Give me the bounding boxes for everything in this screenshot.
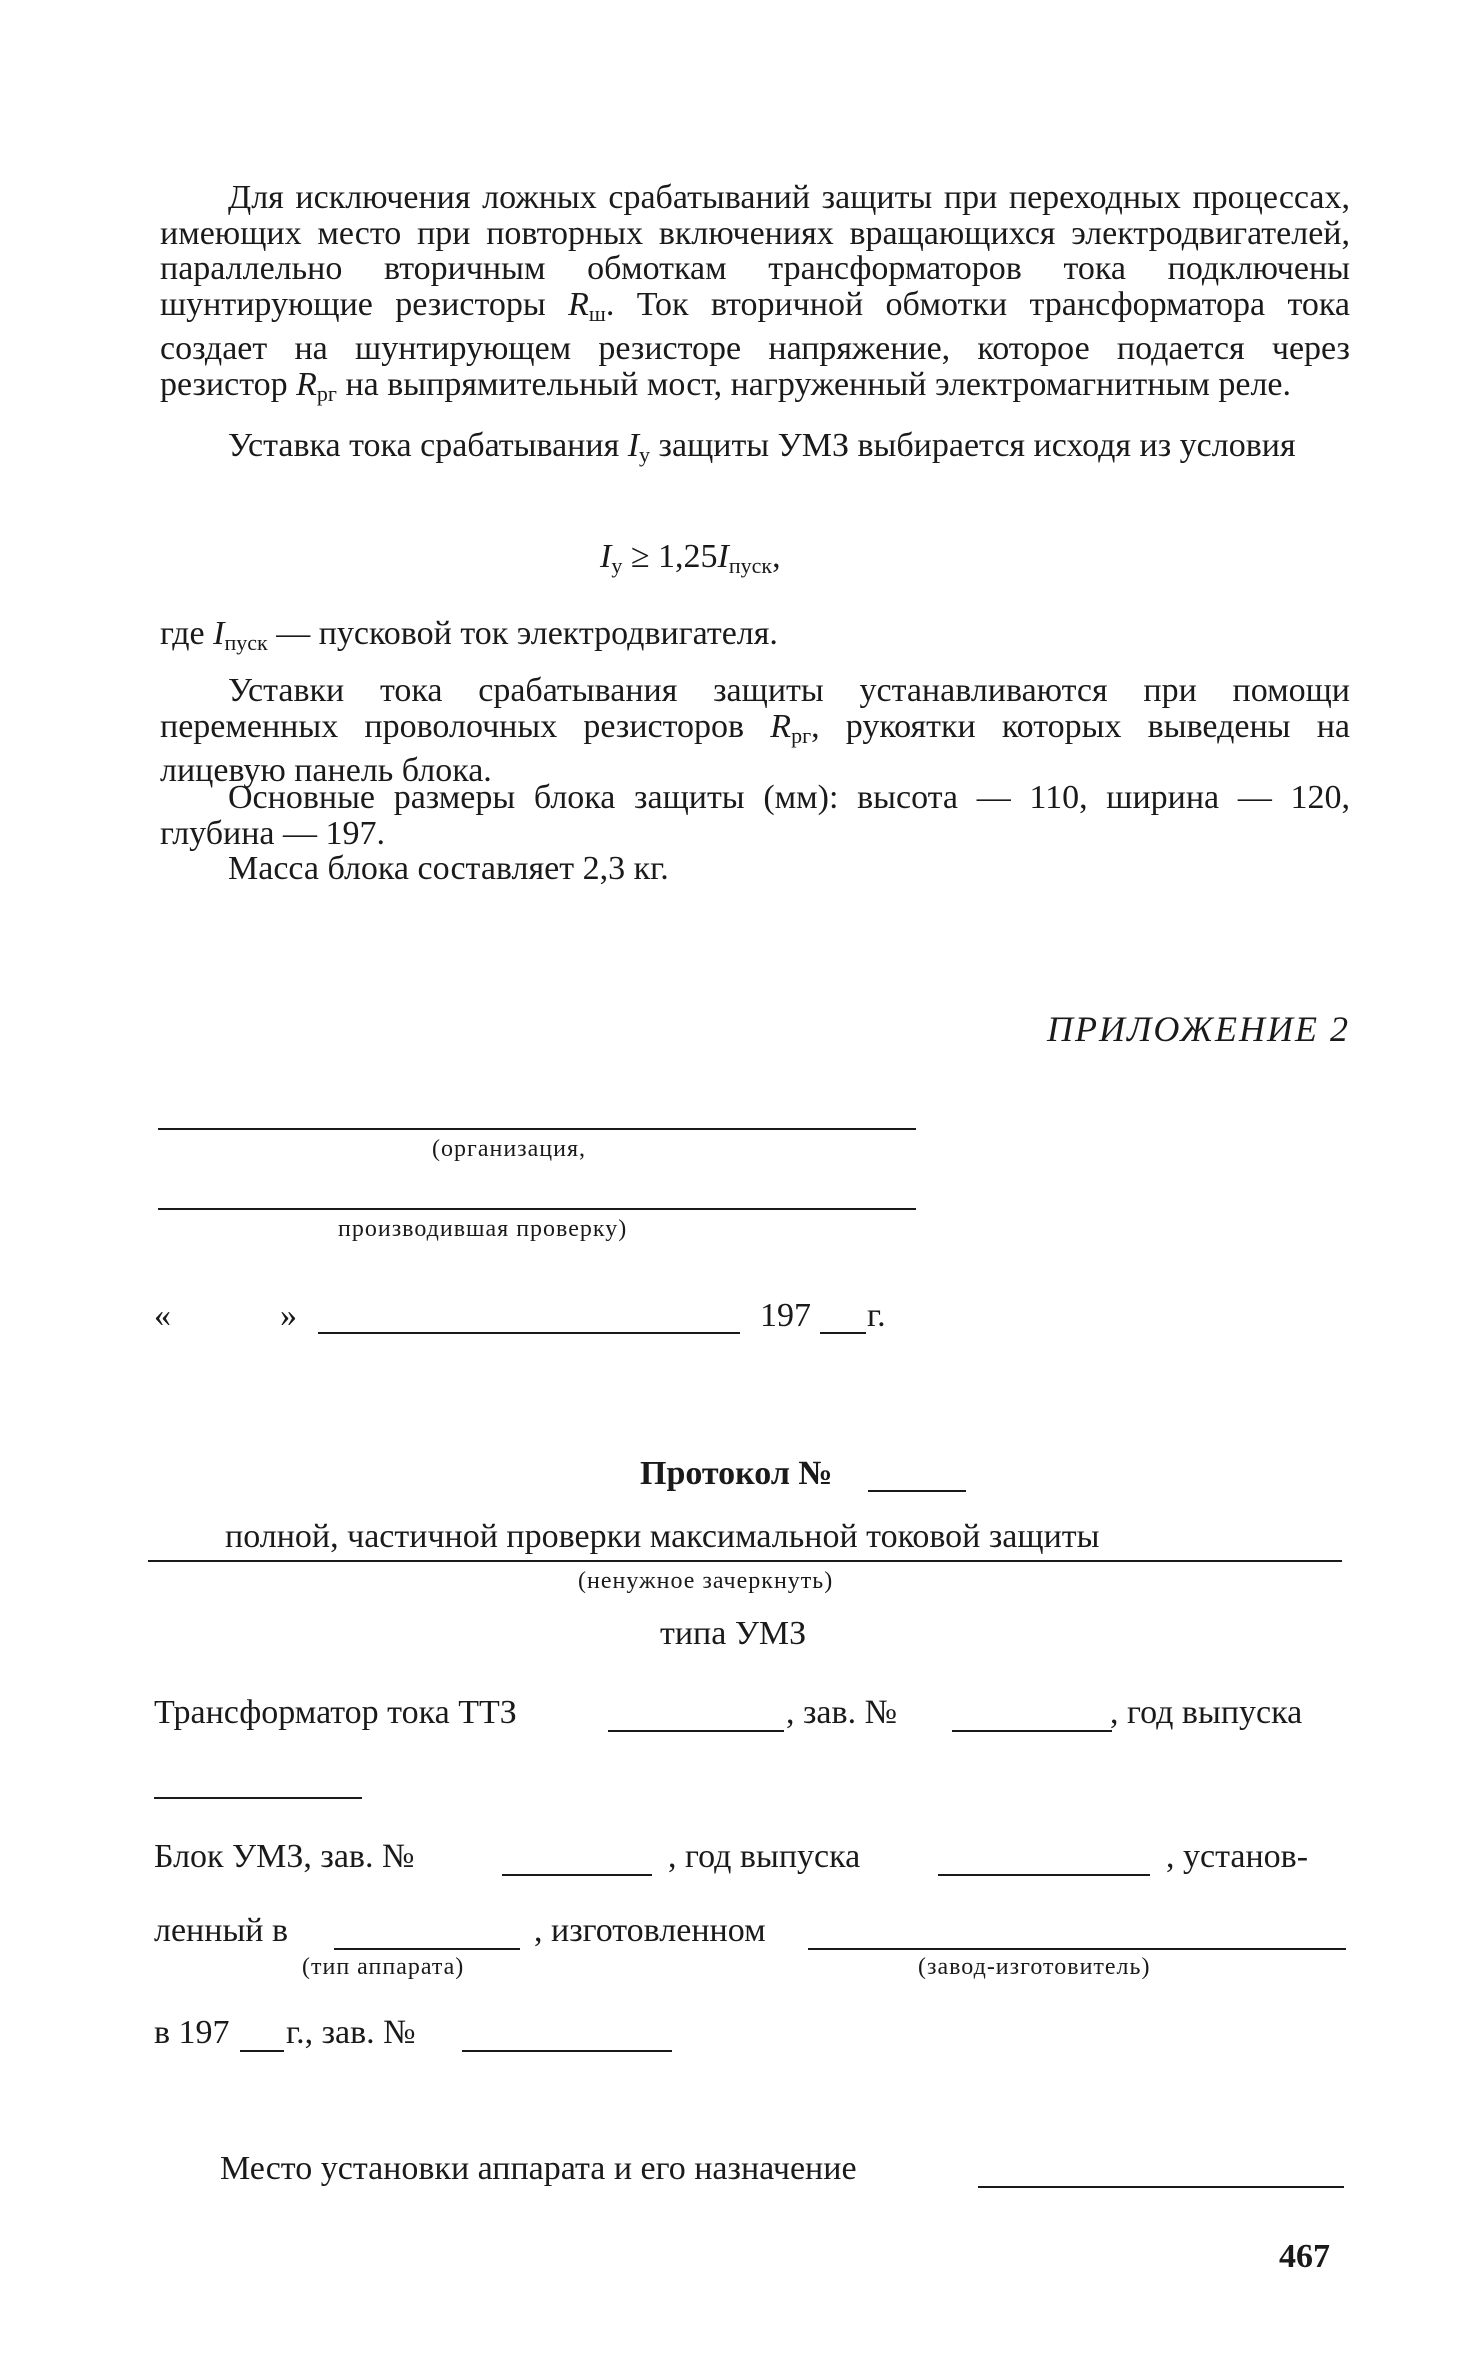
protocol-subtitle: полной, частичной проверки максимальной токовой защиты [225, 1518, 1100, 1555]
installed-in-label: ленный в [154, 1912, 289, 1949]
formula-symbol: I [717, 538, 729, 575]
caption-plant: (завод-изготовитель) [918, 1954, 1151, 1980]
paragraph-where [160, 616, 1350, 661]
protocol-title: Протокол № [640, 1455, 833, 1492]
paragraph-setpoint-adjust [160, 673, 1350, 789]
paragraph-dimensions: Основные размеры блока защиты (мм): высота — 110, ширина — 120, глубина — 197. [160, 779, 1350, 852]
paragraph-text: — пусковой ток электродвигателя. [267, 615, 778, 652]
date-open-quote: « [154, 1297, 171, 1334]
paragraph-text: защиты УМЗ выбирается исходя из условия [650, 427, 1296, 464]
formula [600, 538, 781, 579]
in-year-serial-label: г., зав. № [286, 2014, 416, 2051]
caption-organization: (организация, [432, 1136, 587, 1162]
block-label: Блок УМЗ, зав. № [154, 1838, 415, 1875]
blank-line-ct-serial [952, 1730, 1112, 1732]
paragraph-text: , рукоятки которых выведены на лицевую панель блока. [160, 707, 1350, 789]
symbol-r: R [296, 365, 317, 403]
symbol-r: R [568, 285, 589, 323]
blank-line-organization-2 [158, 1208, 916, 1210]
formula-symbol: I [600, 538, 612, 575]
page-number: 467 [1279, 2238, 1330, 2275]
caption-strike-note: (ненужное зачеркнуть) [578, 1568, 834, 1594]
paragraph-text: Для исключения ложных срабатываний защиты при переходных процессах, имеющих место при повторных включениях вращающихся электродвигателей, параллельно вторичным обмоткам трансформаторов тока подключены шунтирующие резисторы [160, 179, 1350, 323]
formula-punct: , [772, 538, 781, 575]
symbol-subscript: рг [316, 380, 337, 406]
symbol-i: I [627, 427, 640, 464]
blank-line-ct-type [608, 1730, 784, 1732]
symbol-r: R [770, 707, 792, 745]
paragraph-text: . Ток вторичной обмотки трансформатора тока создает на шунтирующем резисторе напряжение, которое подается через резистор [160, 285, 1350, 403]
blank-line-location [978, 2186, 1344, 2188]
formula-subscript: пуск [728, 553, 773, 578]
blank-line-date [318, 1332, 740, 1334]
protocol-type: типа УМЗ [660, 1615, 807, 1652]
paragraph-text: где [160, 615, 214, 652]
caption-device-type: (тип аппарата) [302, 1954, 465, 1980]
symbol-subscript: пуск [224, 630, 268, 655]
formula-subscript: у [611, 553, 623, 578]
block-year-label: , год выпуска [668, 1838, 861, 1875]
blank-line-block-serial [502, 1874, 652, 1876]
paragraph-shunt-resistors [160, 180, 1350, 411]
location-label: Место установки аппарата и его назначение [220, 2150, 857, 2187]
blank-line-ct-year [154, 1797, 362, 1799]
paragraph-setpoint [160, 428, 1350, 473]
symbol-subscript: ш [588, 300, 606, 326]
appendix-heading: ПРИЛОЖЕНИЕ 2 [1047, 1009, 1350, 1049]
paragraph-text: Уставки тока срабатывания защиты устанавливаются при помощи переменных проволочных резисторов [160, 672, 1350, 745]
blank-line-final-serial [462, 2050, 672, 2052]
subtitle-underline [148, 1560, 1342, 1562]
symbol-subscript: рг [791, 722, 812, 748]
blank-line-protocol-number [868, 1490, 966, 1492]
ct-serial-label: , зав. № [786, 1694, 898, 1731]
blank-line-block-year [938, 1874, 1150, 1876]
in-year-label: в 197 [154, 2014, 230, 2051]
blank-line-device-type [334, 1948, 520, 1950]
blank-line-year [820, 1332, 866, 1334]
symbol-subscript: у [639, 442, 651, 467]
ct-label: Трансформатор тока ТТЗ [154, 1694, 517, 1731]
manufactured-label: , изготовленном [534, 1912, 766, 1949]
paragraph-text: Уставка тока срабатывания [228, 427, 628, 464]
date-close-quote: » [280, 1297, 297, 1334]
blank-line-plant [808, 1948, 1346, 1950]
symbol-i: I [213, 615, 225, 652]
date-year: 197 [760, 1297, 811, 1334]
paragraph-mass: Масса блока составляет 2,3 кг. [228, 850, 669, 887]
paragraph-text: на выпрямительный мост, нагруженный электромагнитным реле. [336, 365, 1291, 403]
blank-line-in-year [240, 2050, 284, 2052]
date-year-suffix: г. [867, 1297, 886, 1334]
blank-line-organization [158, 1128, 916, 1130]
caption-organization-2: производившая проверку) [338, 1216, 628, 1242]
formula-operator: ≥ 1,25 [622, 538, 718, 575]
block-installed-label: , установ- [1166, 1838, 1309, 1875]
ct-year-label: , год выпуска [1110, 1694, 1303, 1731]
